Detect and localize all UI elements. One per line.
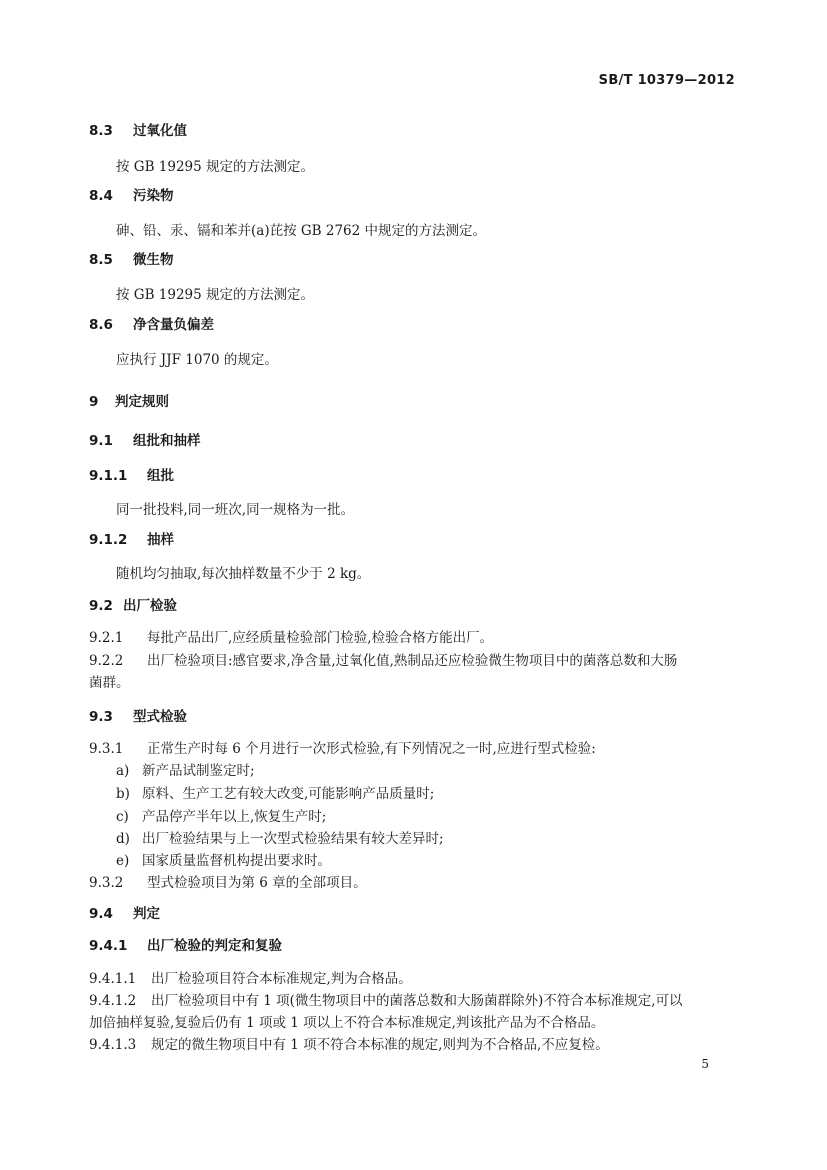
heading-9-1-2: [89, 531, 174, 549]
heading-9-4: [89, 905, 160, 923]
section-title: 过氧化值: [133, 123, 187, 139]
clause-text: 出厂检验项目:感官要求,净含量,过氧化值,熟制品还应检验微生物项目中的菌落总数和大肠: [147, 653, 678, 669]
list-item-c: [116, 808, 326, 826]
section-title: 判定规则: [115, 394, 169, 410]
clause-number: 9.3.1: [89, 741, 124, 757]
clause-9-4-1-2-continued: 加倍抽样复验,复验后仍有 1 项或 1 项以上不符合本标准规定,判该批产品为不合格品。: [89, 1015, 605, 1031]
heading-8-5: [89, 251, 174, 269]
heading-9-1: [89, 432, 201, 450]
section-number: 9.1.1: [89, 468, 128, 484]
list-marker: d): [116, 831, 130, 847]
heading-9: [89, 393, 169, 411]
paragraph-8-4: 砷、铅、汞、镉和苯并(a)芘按 GB 2762 中规定的方法测定。: [116, 223, 487, 239]
section-title: 组批: [147, 468, 174, 484]
list-item-d: [116, 830, 444, 848]
list-text: 产品停产半年以上,恢复生产时;: [142, 809, 327, 825]
clause-9-4-1-1: [89, 970, 412, 988]
section-title: 判定: [133, 906, 160, 922]
section-number: 9.1.2: [89, 532, 128, 548]
clause-9-4-1-3: [89, 1036, 609, 1054]
clause-9-2-2: [89, 652, 677, 670]
list-marker: e): [116, 853, 130, 869]
clause-text: 型式检验项目为第 6 章的全部项目。: [147, 875, 367, 891]
section-number: 9.1: [89, 433, 113, 449]
paragraph-8-3: 按 GB 19295 规定的方法测定。: [116, 159, 315, 175]
list-marker: c): [116, 809, 129, 825]
clause-number: 9.2.1: [89, 630, 124, 646]
clause-text: 出厂检验项目符合本标准规定,判为合格品。: [151, 971, 412, 987]
heading-8-6: [89, 316, 214, 334]
heading-9-1-1: [89, 467, 174, 485]
clause-9-3-1: [89, 740, 596, 758]
section-title: 微生物: [133, 252, 174, 268]
section-number: 9.3: [89, 709, 113, 725]
list-text: 出厂检验结果与上一次型式检验结果有较大差异时;: [142, 831, 444, 847]
clause-9-3-2: [89, 874, 367, 892]
standard-number: SB/T 10379—2012: [598, 73, 735, 88]
clause-number: 9.3.2: [89, 875, 124, 891]
section-number: 8.3: [89, 123, 113, 139]
section-number: 8.4: [89, 188, 113, 204]
clause-number: 9.4.1.1: [89, 971, 137, 987]
section-title: 出厂检验的判定和复验: [147, 938, 282, 954]
paragraph-8-5: 按 GB 19295 规定的方法测定。: [116, 287, 315, 303]
section-number: 9.2: [89, 598, 113, 614]
paragraph-9-1-1: 同一批投料,同一班次,同一规格为一批。: [116, 502, 355, 518]
paragraph-9-1-2: 随机均匀抽取,每次抽样数量不少于 2 kg。: [116, 566, 371, 582]
clause-text: 每批产品出厂,应经质量检验部门检验,检验合格方能出厂。: [147, 630, 494, 646]
clause-text: 规定的微生物项目中有 1 项不符合本标准的规定,则判为不合格品,不应复检。: [151, 1037, 609, 1053]
list-marker: a): [116, 763, 130, 779]
paragraph-8-6: 应执行 JJF 1070 的规定。: [116, 352, 278, 368]
heading-9-4-1: [89, 937, 282, 955]
clause-text: 出厂检验项目中有 1 项(微生物项目中的菌落总数和大肠菌群除外)不符合本标准规定,可以: [151, 993, 683, 1009]
heading-8-4: [89, 187, 174, 205]
clause-9-2-1: [89, 629, 493, 647]
heading-8-3: [89, 122, 187, 140]
section-title: 净含量负偏差: [133, 317, 214, 333]
section-number: 9.4.1: [89, 938, 128, 954]
clause-number: 9.2.2: [89, 653, 124, 669]
list-text: 原料、生产工艺有较大改变,可能影响产品质量时;: [142, 786, 435, 802]
section-title: 抽样: [147, 532, 174, 548]
section-number: 9.4: [89, 906, 113, 922]
list-item-a: [116, 762, 255, 780]
heading-9-2: [89, 597, 177, 615]
clause-number: 9.4.1.3: [89, 1037, 137, 1053]
clause-9-2-2-continued: 菌群。: [89, 675, 130, 691]
section-number: 9: [89, 394, 99, 410]
section-title: 组批和抽样: [133, 433, 201, 449]
list-item-e: [116, 852, 331, 870]
clause-9-4-1-2: [89, 992, 683, 1010]
section-number: 8.5: [89, 252, 113, 268]
list-item-b: [116, 785, 434, 803]
section-number: 8.6: [89, 317, 113, 333]
section-title: 型式检验: [133, 709, 187, 725]
section-title: 出厂检验: [123, 598, 177, 614]
clause-number: 9.4.1.2: [89, 993, 137, 1009]
section-title: 污染物: [133, 188, 174, 204]
clause-text: 正常生产时每 6 个月进行一次形式检验,有下列情况之一时,应进行型式检验:: [147, 741, 596, 757]
heading-9-3: [89, 708, 187, 726]
list-text: 国家质量监督机构提出要求时。: [142, 853, 331, 869]
list-text: 新产品试制鉴定时;: [142, 763, 255, 779]
list-marker: b): [116, 786, 130, 802]
page-number: 5: [701, 1057, 709, 1071]
